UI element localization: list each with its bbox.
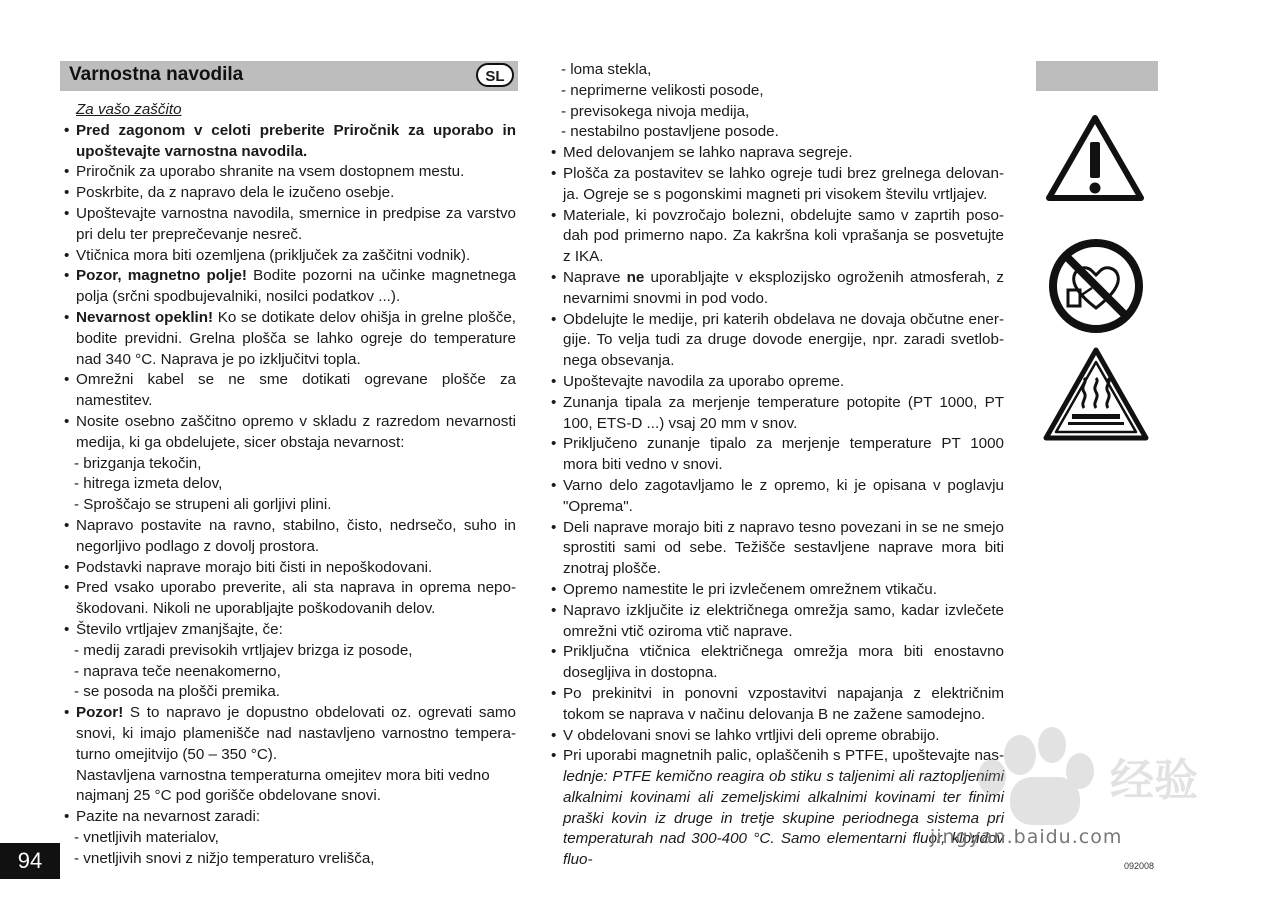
warning-label: Pozor! — [76, 704, 124, 722]
bullet-item: • Poskrbite, da z napravo dela le izučeno osebje. — [64, 183, 516, 204]
bullet-item: • Med delovanjem se lahko naprava segreje. — [551, 143, 1004, 164]
bullet-text: Bodite pozorni na učinke magnetnega polja (srčni spodbujevalniki, nosilci podatkov ...). — [76, 267, 516, 306]
warning-label: Nevarnost opeklin! — [76, 308, 214, 326]
dash-item: - hitrega izmeta delov, — [74, 475, 223, 493]
bullet-item: • Podstavki naprave morajo biti čisti in nepoškodovani. — [64, 558, 516, 579]
bullet-item: • Upoštevajte varnostna navodila, smernice in predpise za varstvo pri delu ter preprečevanje nesreč. — [64, 204, 516, 246]
dash-item: - medij zaradi previsokih vrtljajev brizga iz posode, — [74, 641, 413, 659]
dash-item: - neprimerne velikosti posode, — [561, 81, 764, 99]
warning-label: Pozor, magnetno polje! — [76, 267, 247, 285]
dash-item: - nestabilno postavljene posode. — [561, 123, 779, 141]
bullet-item: • Napravo izključite iz električnega omrežja samo, kadar izvlečete omrežni vtič oziroma vtič naprave. — [551, 601, 1004, 643]
dash-item: - naprava teče neenakomerno, — [74, 662, 281, 680]
bullet-text: uporabljajte v eksplozijsko ogroženih atmosferah, z nevarnimi snovmi in pod vodo. — [563, 268, 1004, 307]
bullet-item: • Priključna vtičnica električnega omrežja mora biti enostavno dosegljiva in dostopna. — [551, 642, 1004, 684]
bullet-text: Pri uporabi magnetnih palic, oplaščenih s PTFE, upoštevajte nas — [563, 747, 1004, 765]
bullet-item: • Vtičnica mora biti ozemljena (priključek za zaščitni vodnik). — [64, 246, 516, 267]
bullet-item — [64, 266, 516, 308]
dash-item: - vnetljivih materialov, — [74, 828, 219, 846]
bullet-item: • Varno delo zagotavljamo le z opremo, ki je opisana v poglavju "Oprema". — [551, 476, 1004, 518]
bullet-item: • Priročnik za uporabo shranite na vsem dostopnem mestu. — [64, 162, 516, 183]
bullet-item: • Materiale, ki povzročajo bolezni, obdelujte samo v zaprtih posodah pod primerno napo. Za kakršna koli vprašanja se posvetujte z IKA. — [551, 206, 1004, 268]
bullet-item: • Po prekinitvi in ponovni vzpostavitvi napajanja z električnim tokom se naprava v načinu delovanja B ne zažene samodejno. — [551, 684, 1004, 726]
left-column — [64, 100, 516, 869]
section-header-bar — [60, 61, 518, 91]
page-number: 94 — [0, 843, 60, 879]
dash-item: - vnetljivih snovi z nižjo temperaturo vrelišča, — [74, 849, 375, 867]
emphasis: ne — [626, 268, 645, 286]
dash-item: - previsokega nivoja medija, — [561, 102, 750, 120]
bullet-item — [64, 308, 516, 370]
bullet-item — [64, 703, 516, 765]
bullet-item: • Omrežni kabel se ne sme dotikati ogrevane plošče za namestitev. — [64, 370, 516, 412]
dash-item: - loma stekla, — [561, 61, 652, 78]
paragraph: Nastavljena varnostna temperaturna omejitev mora biti vedno najmanj 25 °C pod gorišče obdelovane snovi. — [76, 766, 490, 805]
bullet-item: • Napravo postavite na ravno, stabilno, čisto, nedrsečo, suho in negorljivo podlago z dovolj prostora. — [64, 516, 516, 558]
subtitle: Za vašo zaščito — [76, 101, 182, 118]
bullet-item: • V obdelovani snovi se lahko vrtljivi deli opreme obrabijo. — [551, 726, 1004, 747]
dash-item: - brizganja tekočin, — [74, 454, 202, 472]
bullet-item: • Pazite na nevarnost zaradi: — [64, 807, 516, 828]
dash-item: - se posoda na plošči premika. — [74, 683, 280, 701]
bullet-item: • Priključeno zunanje tipalo za merjenje temperature PT 1000 mora biti vedno v snovi. — [551, 434, 1004, 476]
bullet-item: • Opremo namestite le pri izvlečenem omrežnem vtikaču. — [551, 580, 1004, 601]
bullet-text: Naprave — [563, 268, 627, 286]
section-title: Varnostna navodila — [69, 64, 244, 85]
bullet-item: • Plošča za postavitev se lahko ogreje tudi brez grelnega delovanja. Ogreje se s pogonskimi magneti pri visokem številu vrtljajev. — [551, 164, 1004, 206]
bullet-item: • Zunanja tipala za merjenje temperature potopite (PT 1000, PT 100, ETS-D ...) vsaj 20 mm v snov. — [551, 393, 1004, 435]
right-header-bar — [1036, 61, 1158, 91]
bullet-text: S to napravo je dopustno obdelovati oz. ogrevati samo snovi, ki imajo plamenišče nad nastavljeno varnostno temperaturno omejitvijo (50 – 350 °C). — [76, 704, 516, 763]
hot-surface-icon — [1042, 346, 1150, 442]
bullet-item: • Pred zagonom v celoti preberite Priročnik za uporabo in upoštevajte varnostna navodila. — [64, 121, 516, 163]
document-code: 092008 — [1124, 861, 1155, 871]
bullet-item: • Število vrtljajev zmanjšajte, če: — [64, 620, 516, 641]
dash-item: - Sproščajo se strupeni ali gorljivi plini. — [74, 496, 332, 514]
bullet-item: • Nosite osebno zaščitno opremo v skladu z razredom nevarnosti medija, ki ga obdelujete, sicer obstaja nevarnost: — [64, 412, 516, 454]
watermark-brand: 经验 — [1110, 755, 1198, 806]
italic-text: lednje: PTFE kemično reagira ob stiku s taljenimi ali raztopljenimi alkalnimi kovinami ali zemeljskimi alkalnimi kovinami ter finimi praški kovin iz druge in tretje skupine periodnega sistema pri temperaturah nad 300-400 °C. Samo elementarni fluor, kloridov fluo- — [563, 768, 1004, 869]
bullet-item: • Pred vsako uporabo preverite, ali sta naprava in oprema nepoškodovani. Nikoli ne uporabljajte poškodovanih delov. — [64, 578, 516, 620]
bullet-item: • Obdelujte le medije, pri katerih obdelava ne dovaja občutne energije. To velja tudi za druge dovode energije, npr. zaradi svetlobnega obsevanja. — [551, 310, 1004, 372]
bullet-item: • Deli naprave morajo biti z napravo tesno povezani in se ne smejo sprostiti sami od sebe. Težišče sestavljene naprave mora biti znotraj plošče. — [551, 518, 1004, 580]
watermark-url: jingyan.baidu.com — [930, 826, 1123, 848]
bullet-text: Ko se dotikate delov ohišja in grelne plošče, bodite previdni. Grelna plošča se lahko ogreje do temperature nad 340 °C. Naprava je po izključitvi topla. — [76, 308, 517, 368]
bullet-item: • Upoštevajte navodila za uporabo opreme. — [551, 372, 1004, 393]
bullet-item — [551, 268, 1004, 310]
general-warning-icon — [1046, 114, 1144, 202]
no-pacemaker-icon — [1048, 238, 1144, 334]
language-badge: SL — [476, 63, 514, 87]
